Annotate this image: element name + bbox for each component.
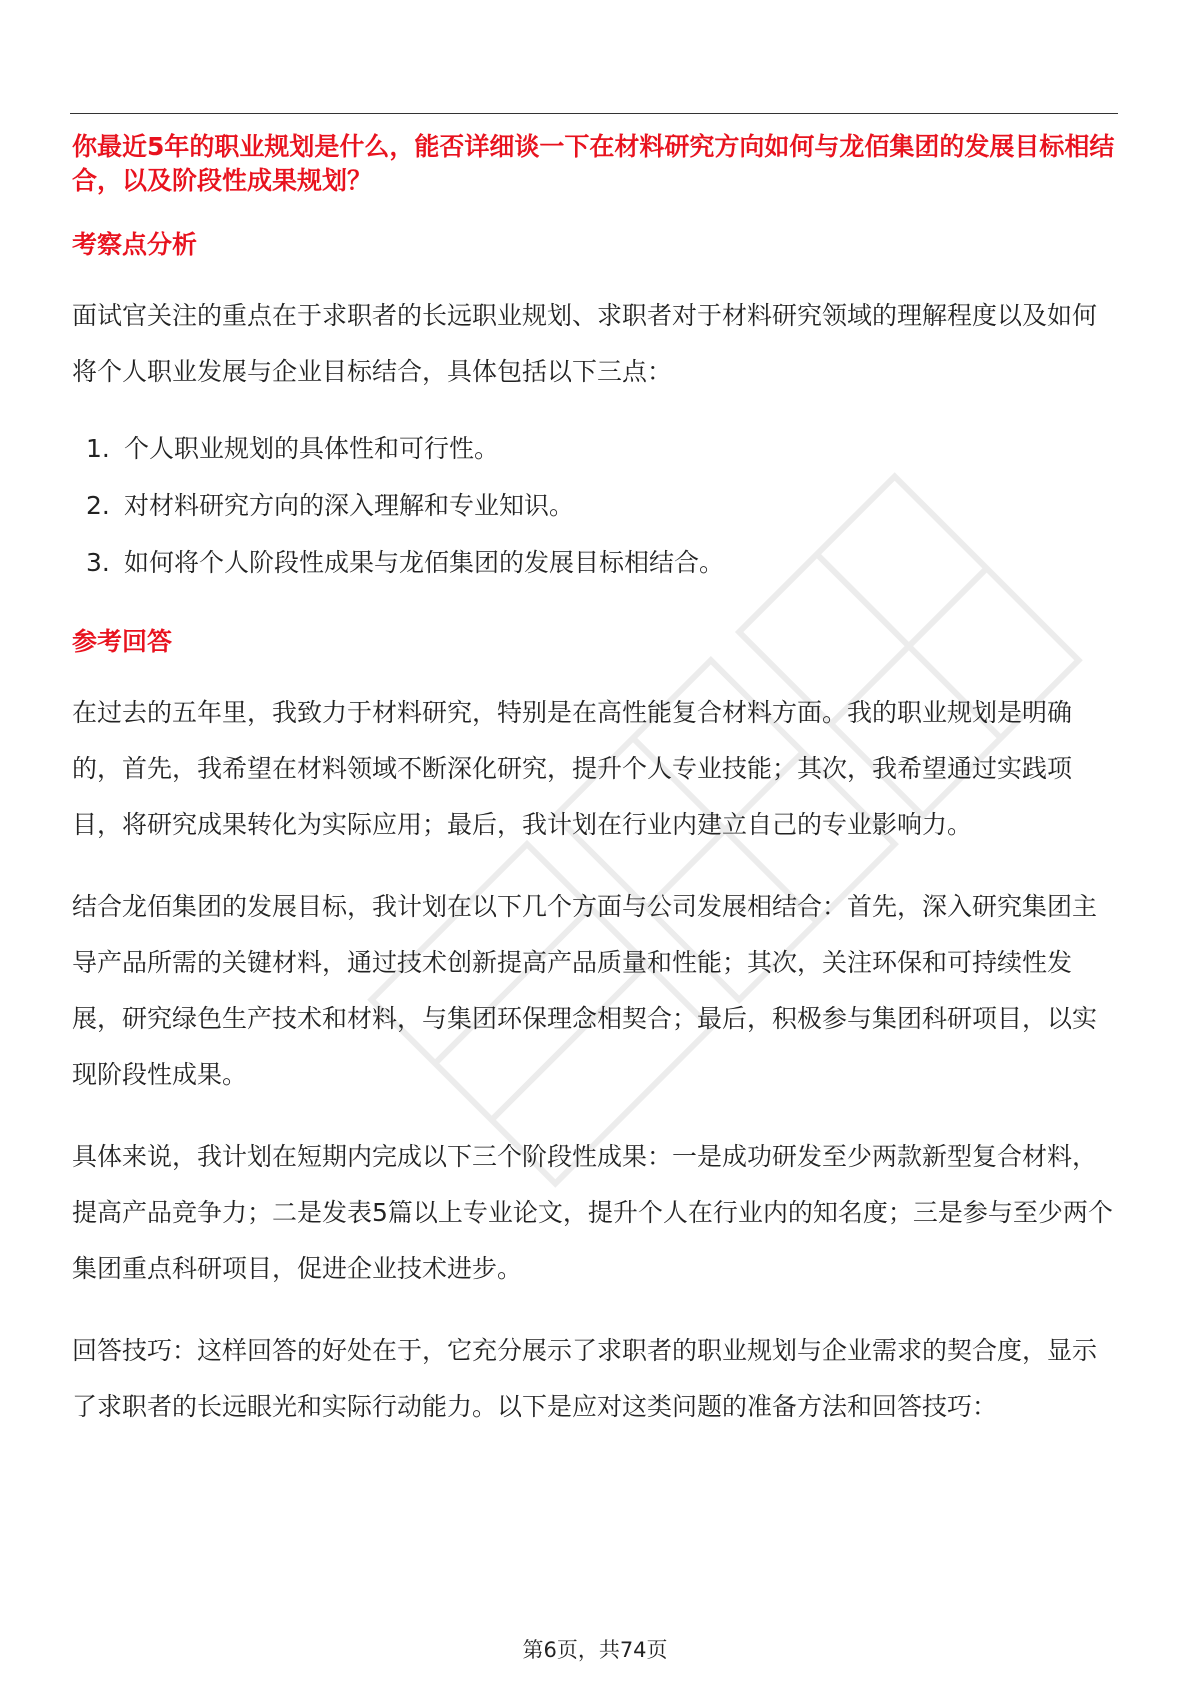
- answer-paragraph: 具体来说，我计划在短期内完成以下三个阶段性成果：一是成功研发至少两款新型复合材料，提高产品竞争力；二是发表5篇以上专业论文，提升个人在行业内的知名度；三是参与至少两个集团重点科研项目，促进企业技术进步。: [72, 1142, 1113, 1283]
- answer-tips: 回答技巧：这样回答的好处在于，它充分展示了求职者的职业规划与企业需求的契合度，显示了求职者的长远眼光和实际行动能力。以下是应对这类问题的准备方法和回答技巧：: [72, 1336, 1098, 1421]
- list-item: [72, 477, 1118, 534]
- header-divider: [70, 113, 1118, 114]
- list-number: 1.: [86, 434, 110, 463]
- list-number: 2.: [86, 491, 110, 520]
- list-item: [72, 420, 1118, 477]
- answer-paragraph: 在过去的五年里，我致力于材料研究，特别是在高性能复合材料方面。我的职业规划是明确的，首先，我希望在材料领域不断深化研究，提升个人专业技能；其次，我希望通过实践项目，将研究成果转化为实际应用；最后，我计划在行业内建立自己的专业影响力。: [72, 698, 1073, 839]
- list-text: 个人职业规划的具体性和可行性。: [124, 434, 500, 463]
- list-item: [72, 534, 1118, 591]
- analysis-title: 考察点分析: [72, 230, 198, 259]
- answer-title: 参考回答: [72, 627, 173, 656]
- list-text: 如何将个人阶段性成果与龙佰集团的发展目标相结合。: [124, 548, 725, 577]
- analysis-intro: 面试官关注的重点在于求职者的长远职业规划、求职者对于材料研究领域的理解程度以及如何将个人职业发展与企业目标结合，具体包括以下三点：: [72, 301, 1098, 386]
- list-number: 3.: [86, 548, 110, 577]
- answer-paragraph: 结合龙佰集团的发展目标，我计划在以下几个方面与公司发展相结合：首先，深入研究集团主导产品所需的关键材料，通过技术创新提高产品质量和性能；其次，关注环保和可持续性发展，研究绿色生产技术和材料，与集团环保理念相契合；最后，积极参与集团科研项目，以实现阶段性成果。: [72, 892, 1098, 1089]
- list-text: 对材料研究方向的深入理解和专业知识。: [124, 491, 575, 520]
- analysis-points: [72, 420, 1118, 591]
- page-content: [72, 130, 1118, 1435]
- page-number: 第6页，共74页: [522, 1638, 668, 1662]
- interview-question: 你最近5年的职业规划是什么，能否详细谈一下在材料研究方向如何与龙佰集团的发展目标相结合，以及阶段性成果规划？: [72, 132, 1115, 195]
